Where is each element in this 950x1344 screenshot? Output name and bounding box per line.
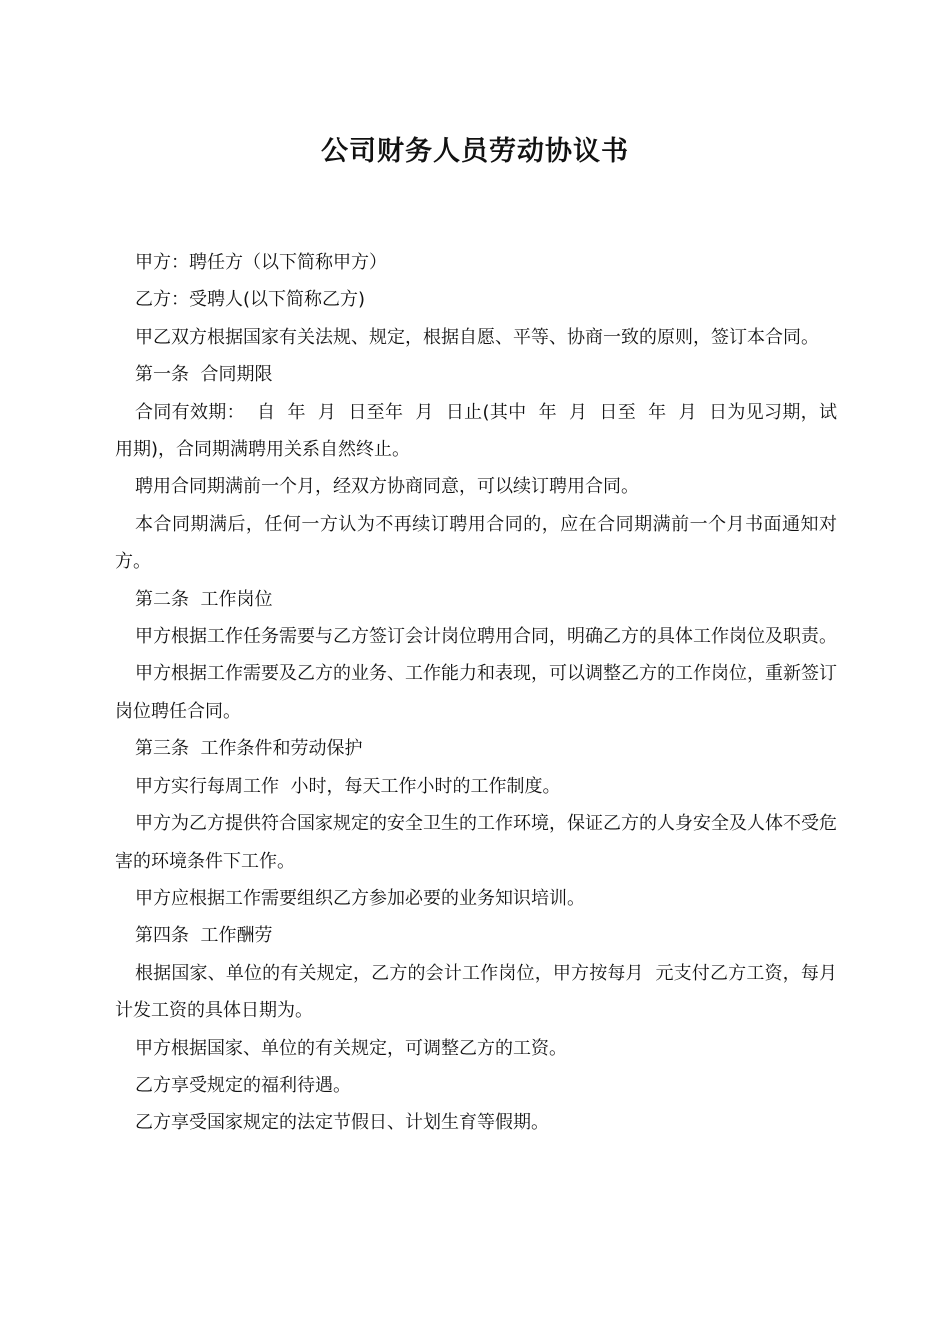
article-1-notice-paragraph: 本合同期满后，任何一方认为不再续订聘用合同的，应在合同期满前一个月书面通知对方。 [115, 513, 837, 573]
article-2-contract-paragraph: 甲方根据工作任务需要与乙方签订会计岗位聘用合同，明确乙方的具体工作岗位及职责。 [135, 626, 837, 648]
article-3-safety-paragraph: 甲方为乙方提供符合国家规定的安全卫生的工作环境，保证乙方的人身安全及人体不受危害的环境条件下工作。 [115, 813, 837, 872]
document-title: 公司财务人员劳动协议书 [321, 136, 629, 167]
document-body [115, 244, 837, 1142]
preamble-paragraph: 甲乙双方根据国家有关法规、规定，根据自愿、平等、协商一致的原则，签订本合同。 [135, 326, 819, 348]
article-4-salary-paragraph: 根据国家、单位的有关规定，乙方的会计工作岗位，甲方按每月 元支付乙方工资，每月计发工资的具体日期为。 [115, 962, 837, 1022]
article-1-term-paragraph: 合同有效期： 自 年 月 日至年 月 日止(其中 年 月 日至 年 月 日为见习期，试用期)，合同期满聘用关系自然终止。 [115, 401, 837, 461]
article-4-holidays-paragraph: 乙方享受国家规定的法定节假日、计划生育等假期。 [135, 1112, 549, 1134]
party-a-line: 甲方：聘任方（以下简称甲方） [135, 252, 387, 273]
article-4-heading: 第四条 工作酬劳 [135, 925, 273, 947]
article-2-heading: 第二条 工作岗位 [135, 588, 273, 610]
article-3-heading: 第三条 工作条件和劳动保护 [135, 738, 363, 760]
article-2-adjust-paragraph: 甲方根据工作需要及乙方的业务、工作能力和表现，可以调整乙方的工作岗位，重新签订岗位聘任合同。 [115, 663, 837, 722]
party-b-line: 乙方：受聘人(以下简称乙方) [135, 289, 366, 311]
article-1-renewal-paragraph: 聘用合同期满前一个月，经双方协商同意，可以续订聘用合同。 [135, 476, 639, 498]
article-4-adjust-paragraph: 甲方根据国家、单位的有关规定，可调整乙方的工资。 [135, 1037, 567, 1059]
article-4-benefits-paragraph: 乙方享受规定的福利待遇。 [135, 1074, 351, 1096]
article-3-training-paragraph: 甲方应根据工作需要组织乙方参加必要的业务知识培训。 [135, 887, 585, 909]
article-1-heading: 第一条 合同期限 [135, 364, 273, 386]
article-3-hours-paragraph: 甲方实行每周工作 小时，每天工作小时的工作制度。 [135, 775, 561, 797]
